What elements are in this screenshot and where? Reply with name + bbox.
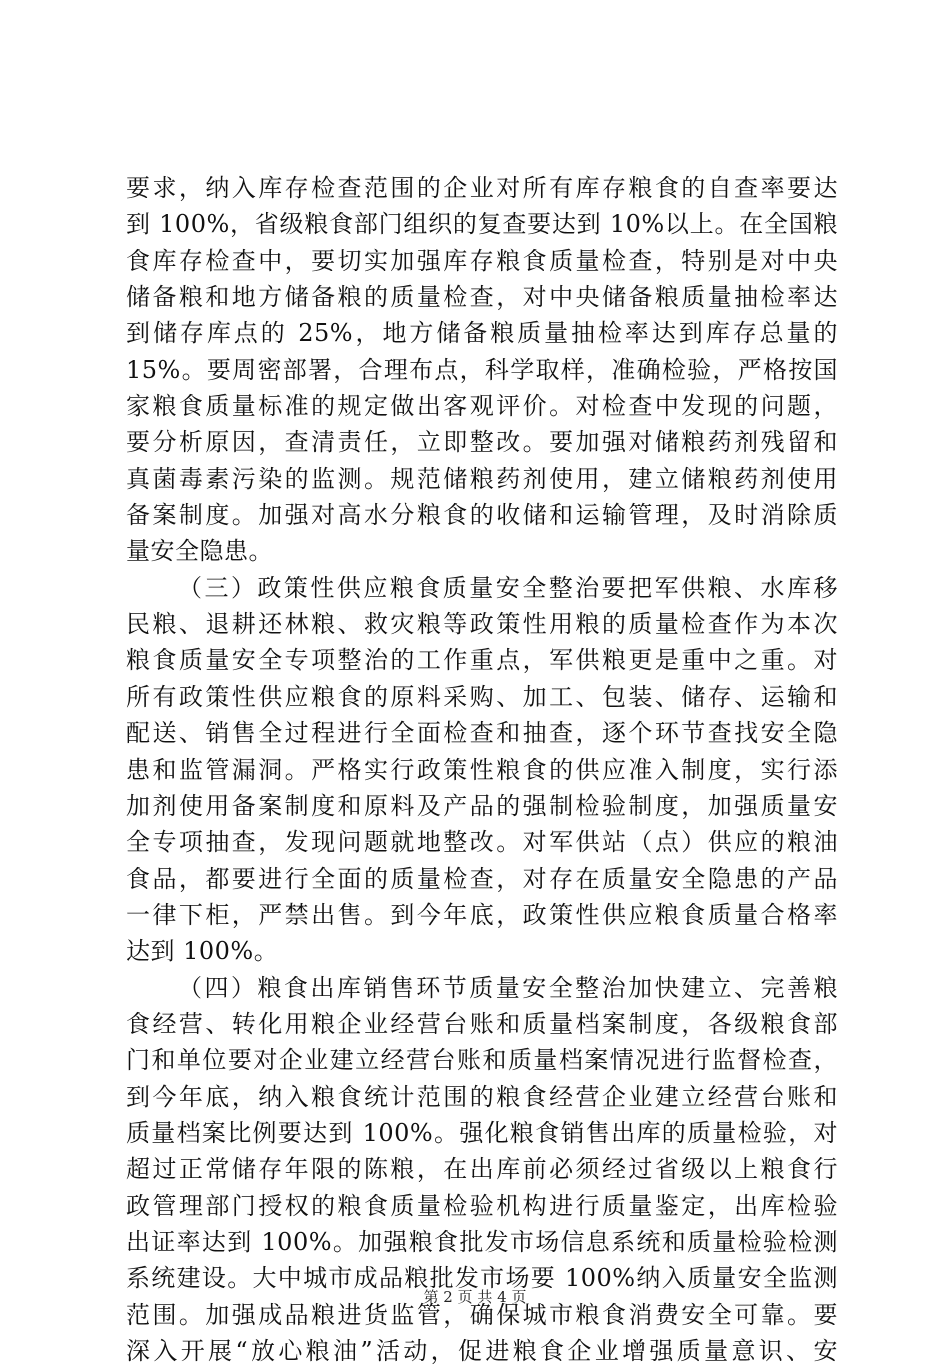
text-line: 要求，纳入库存检查范围的企业对所有库存粮食的自查率要达 (126, 174, 838, 202)
text-line: 范围。加强成品粮进货监管，确保城市粮食消费安全可靠。要 (126, 1300, 838, 1329)
text-line: 15%。要周密部署，合理布点，科学取样，准确检验，严格按国 (126, 355, 838, 384)
text-line: 系统建设。大中城市成品粮批发市场要 100%纳入质量安全监测 (126, 1264, 838, 1293)
text-line: 一律下柜，严禁出售。到今年底，政策性供应粮食质量合格率 (126, 900, 838, 929)
text-line: 加剂使用备案制度和原料及产品的强制检验制度，加强质量安 (126, 791, 838, 820)
text-line: 食品，都要进行全面的质量检查，对存在质量安全隐患的产品 (126, 864, 838, 893)
text-line: 粮食质量安全专项整治的工作重点，军供粮更是重中之重。对 (126, 646, 838, 675)
text-line: 到储存库点的 25%，地方储备粮质量抽检率达到库存总量的 (126, 319, 838, 348)
text-line: 食库存检查中，要切实加强库存粮食质量检查，特别是对中央 (126, 246, 838, 275)
text-line: 量安全隐患。 (126, 537, 273, 566)
text-line: 全专项抽查，发现问题就地整改。对军供站（点）供应的粮油 (126, 828, 838, 857)
text-line: 要分析原因，查清责任，立即整改。要加强对储粮药剂残留和 (126, 428, 838, 457)
text-line: 食经营、转化用粮企业经营台账和质量档案制度，各级粮食部 (126, 1009, 838, 1038)
text-line: 所有政策性供应粮食的原料采购、加工、包装、储存、运输和 (126, 682, 838, 711)
text-line: 家粮食质量标准的规定做出客观评价。对检查中发现的问题， (126, 392, 838, 421)
text-line: 超过正常储存年限的陈粮，在出库前必须经过省级以上粮食行 (126, 1155, 838, 1184)
text-line: 达到 100%。 (126, 937, 279, 966)
section-heading-line: （三）政策性供应粮食质量安全整治要把军供粮、水库移 (178, 573, 838, 602)
text-line: 质量档案比例要达到 100%。强化粮食销售出库的质量检验，对 (126, 1118, 838, 1147)
page-number-footer: 第 2 页 共 4 页 (423, 1288, 527, 1306)
document-body (126, 170, 838, 1369)
text-line: 患和监管漏洞。严格实行政策性粮食的供应准入制度，实行添 (126, 755, 838, 784)
text-line: 配送、销售全过程进行全面检查和抽查，逐个环节查找安全隐 (126, 719, 838, 748)
text-line: 政管理部门授权的粮食质量检验机构进行质量鉴定，出库检验 (126, 1191, 838, 1220)
section-heading-line: （四）粮食出库销售环节质量安全整治加快建立、完善粮 (178, 973, 838, 1002)
text-line: 到今年底，纳入粮食统计范围的粮食经营企业建立经营台账和 (126, 1082, 838, 1111)
text-line: 备案制度。加强对高水分粮食的收储和运输管理，及时消除质 (126, 501, 838, 530)
text-line: 深入开展“放心粮油”活动，促进粮食企业增强质量意识、安 (126, 1337, 838, 1365)
text-line: 门和单位要对企业建立经营台账和质量档案情况进行监督检查， (126, 1046, 838, 1075)
text-line: 真菌毒素污染的监测。规范储粮药剂使用，建立储粮药剂使用 (126, 464, 838, 493)
text-line: 出证率达到 100%。加强粮食批发市场信息系统和质量检验检测 (126, 1227, 838, 1256)
text-line: 民粮、退耕还林粮、救灾粮等政策性用粮的质量检查作为本次 (126, 610, 838, 639)
text-line: 储备粮和地方储备粮的质量检查，对中央储备粮质量抽检率达 (126, 283, 838, 312)
text-line: 到 100%，省级粮食部门组织的复查要达到 10%以上。在全国粮 (126, 210, 838, 239)
